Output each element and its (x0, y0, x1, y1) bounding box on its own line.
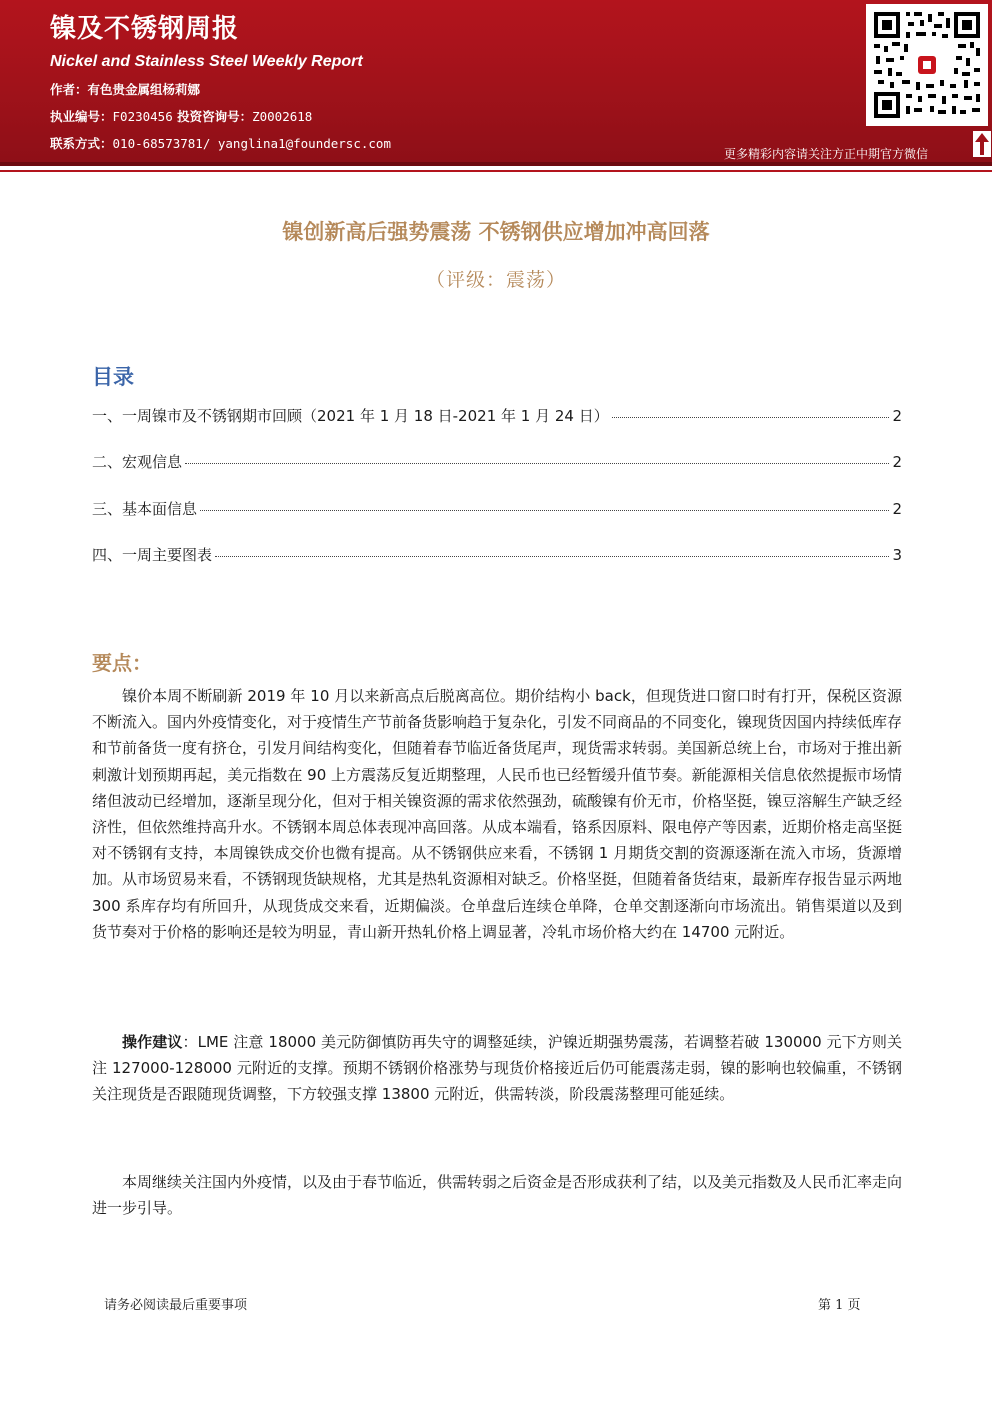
toc-item[interactable] (92, 451, 902, 472)
toc-leader-dots (185, 462, 889, 464)
header-divider-thin (0, 170, 992, 172)
header-divider (0, 162, 992, 166)
toc-item[interactable] (92, 498, 902, 519)
toc-heading: 目录 (92, 365, 134, 389)
footer-notice: 请务必阅读最后重要事项 (104, 1298, 248, 1313)
toc-item-page: 2 (892, 453, 902, 471)
rating-label: （评级：震荡） (425, 269, 566, 291)
toc-item-label: 四、一周主要图表 (92, 546, 213, 564)
toc-item-label: 二、宏观信息 (92, 453, 183, 471)
toc-item-page: 3 (892, 546, 902, 564)
contact-line (50, 134, 391, 152)
consult-label: 投资咨询号： (177, 109, 253, 124)
contact-label: 联系方式： (50, 136, 113, 151)
outlook-paragraph: 本周继续关注国内外疫情，以及由于春节临近，供需转弱之后资金是否形成获利了结，以及美元指数及人民币汇率走向进一步引导。 (92, 1173, 903, 1218)
operation-advice-paragraph (92, 1029, 902, 1108)
key-points-heading: 要点： (92, 651, 152, 675)
license-line (50, 107, 312, 125)
contact-value[interactable]: 010-68573781/ yanglina1@foundersc.com (112, 136, 391, 151)
operation-advice-label: 操作建议 (122, 1033, 183, 1051)
consult-value: Z0002618 (252, 109, 313, 124)
author-line (50, 80, 200, 98)
report-title-cn: 镍及不锈钢周报 (50, 14, 240, 44)
author-label: 作者： (50, 82, 88, 97)
key-points-paragraph: 镍价本周不断刷新 2019 年 10 月以来新高点后脱离高位。期价结构小 back，但现货进口窗口时有打开，保税区资源不断流入。国内外疫情变化，对于疫情生产节前备货影响趋于复杂化，引发不同商品的不同变化，镍现货因国内持续低库存和节前备货一度有挤仓，引发月间结构变化，但随着春节临近备货尾声，现货需求转弱。美国新总统上台，市场对于推出新刺激计划预期再起，美元指数在 90 上方震荡反复近期整理，人民币也已经暂缓升值节奏。新能源相关信息依然提振市场情绪但波动已经增加，逐渐呈现分化，但对于相关镍资源的需求依然强劲，硫酸镍有价无市，价格坚挺，镍豆溶解生产缺乏经济性，但依然维持高升水。不锈钢本周总体表现冲高回落。从成本端看，铬系因原料、限电停产等因素，近期价格走高坚挺对不锈钢有支持，本周镍铁成交价也微有提高。从不锈钢供应来看，不锈钢 1 月期货交割的资源逐渐在流入市场，货源增加。从市场贸易来看，不锈钢现货缺规格，尤其是热轧资源相对缺乏。价格坚挺，但随着备货结束，最新库存报告显示两地 300 系库存均有所回升，从现货成交来看，近期偏淡。仓单盘后连续仓单降，仓单交割逐渐向市场流出。销售渠道以及到货节奏对于价格的影响还是较为明显，青山新开热轧价格上调显著，冷轧市场价格大约在 14700 元附近。 (92, 687, 903, 941)
toc-leader-dots (215, 555, 889, 557)
report-title-en: Nickel and Stainless Steel Weekly Report (50, 53, 363, 70)
license-value: F0230456 (112, 109, 173, 124)
toc-item-page: 2 (892, 407, 902, 425)
operation-advice-text: ：LME 注意 18000 美元防御慎防再失守的调整延续，沪镍近期强势震荡，若调整若破 130000 元下方则关注 127000-128000 元附近的支撑。预期不锈钢价格涨势与现货价格接近后仍可能震荡走弱，镍的影响也较偏重，不锈钢关注现货是否跟随现货调整，下方较强支撑 13800 元附近，供需转淡，阶段震荡整理可能延续。 (92, 1033, 902, 1104)
toc-item-page: 2 (892, 500, 902, 518)
arrow-up-icon (973, 131, 991, 157)
qr-code-graphic (872, 10, 982, 120)
toc-item-label: 一、一周镍市及不锈钢期市回顾（2021 年 1 月 18 日-2021 年 1 月 24 日） (92, 407, 609, 425)
toc-item-label: 三、基本面信息 (92, 500, 198, 518)
toc-leader-dots (612, 416, 890, 418)
toc-item[interactable] (92, 544, 902, 565)
author-value: 有色贵金属组杨莉娜 (87, 82, 201, 97)
page-title: 镍创新高后强势震荡 不锈钢供应增加冲高回落 (282, 220, 710, 244)
toc-leader-dots (200, 509, 889, 511)
license-label: 执业编号： (50, 109, 113, 124)
qr-code-icon (866, 4, 988, 126)
footer-page-number: 第 1 页 (818, 1298, 861, 1313)
toc-item[interactable] (92, 405, 902, 426)
qr-caption: 更多精彩内容请关注方正中期官方微信 (724, 147, 929, 161)
